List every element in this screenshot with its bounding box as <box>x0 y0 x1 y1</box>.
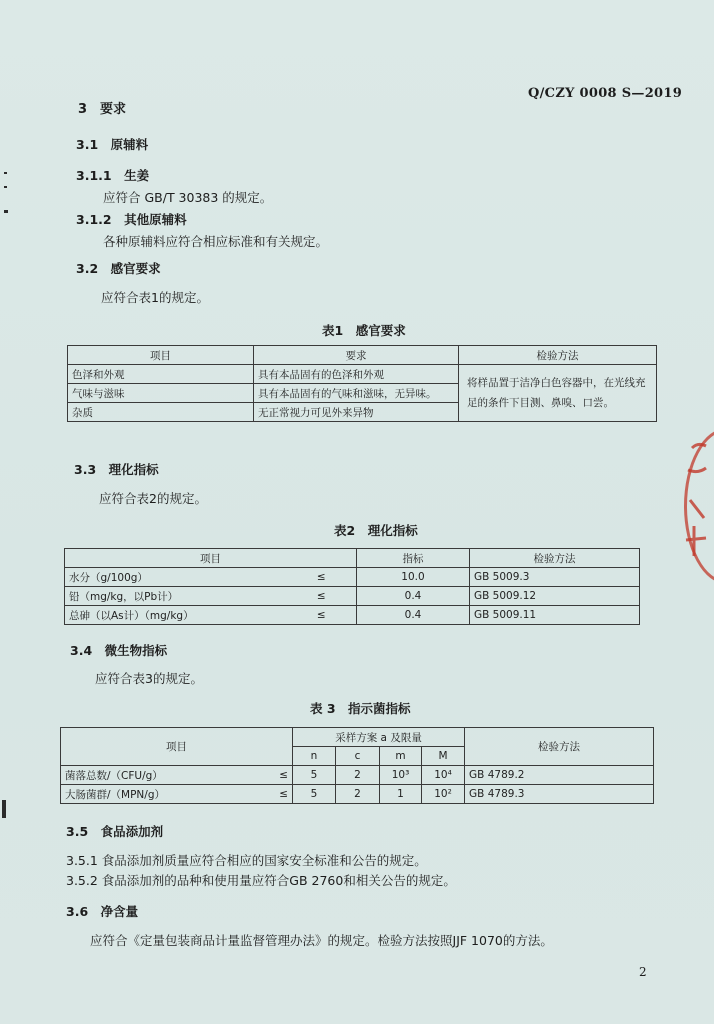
table-cell: 杂质 <box>68 403 254 422</box>
table-cell: 具有本品固有的气味和滋味，无异味。 <box>254 384 459 403</box>
table-header-cell: m <box>380 747 422 766</box>
table-cell: 10.0 <box>357 568 470 587</box>
table-row <box>61 785 654 804</box>
table-header-cell: 项目 <box>65 549 357 568</box>
table1-method-cell: 将样品置于洁净白色容器中，在光线充足的条件下目测、鼻嗅、口尝。 <box>459 365 657 422</box>
table-cell: 菌落总数/（CFU/g） <box>61 766 231 785</box>
section-3-5-1-text: 3.5.1 食品添加剂质量应符合相应的国家安全标准和公告的规定。 <box>66 853 427 868</box>
section-3-2-text: 应符合表1的规定。 <box>101 290 209 305</box>
table-row <box>65 568 640 587</box>
table-header-cell: 项目 <box>61 728 293 766</box>
table-header-cell: 指标 <box>357 549 470 568</box>
table-header-row <box>68 346 657 365</box>
table-row <box>65 587 640 606</box>
table-cell: 2 <box>336 785 380 804</box>
table-cell: 10³ <box>380 766 422 785</box>
table-header-row <box>65 549 640 568</box>
table-cell: GB 5009.3 <box>470 568 640 587</box>
table-header-cell: 项目 <box>68 346 254 365</box>
table-cell: 0.4 <box>357 587 470 606</box>
table2-physicochemical <box>64 548 640 625</box>
table-row <box>61 766 654 785</box>
page-number: 2 <box>639 965 647 979</box>
seal-fragment-icon <box>680 430 714 580</box>
table-cell: 5 <box>293 785 336 804</box>
table-cell: 具有本品固有的色泽和外观 <box>254 365 459 384</box>
table-header-cell: 要求 <box>254 346 459 365</box>
table-cell: 总砷（以As计）（mg/kg） <box>65 606 287 625</box>
table-cell: 10⁴ <box>422 766 465 785</box>
table-cell: 大肠菌群/（MPN/g） <box>61 785 231 804</box>
table-header-cell: M <box>422 747 465 766</box>
scan-mark <box>4 172 7 174</box>
table3-caption: 表 3 指示菌指标 <box>310 701 411 716</box>
table-cell: GB 5009.11 <box>470 606 640 625</box>
table-cell-operator: ≤ <box>287 568 357 587</box>
section-3-4-text: 应符合表3的规定。 <box>95 671 203 686</box>
table-cell: 5 <box>293 766 336 785</box>
table-cell: 0.4 <box>357 606 470 625</box>
section-3-heading: 3 要求 <box>78 102 127 117</box>
table-header-cell: c <box>336 747 380 766</box>
section-3-4-heading: 3.4 微生物指标 <box>70 643 168 658</box>
table2-caption: 表2 理化指标 <box>334 523 418 538</box>
table-row <box>68 365 657 384</box>
section-3-5-2-text: 3.5.2 食品添加剂的品种和使用量应符合GB 2760和相关公告的规定。 <box>66 873 456 888</box>
table-cell: 色泽和外观 <box>68 365 254 384</box>
scan-mark <box>4 186 7 188</box>
table-cell-operator: ≤ <box>287 606 357 625</box>
table-cell: GB 4789.3 <box>465 785 654 804</box>
section-3-6-text: 应符合《定量包装商品计量监督管理办法》的规定。检验方法按照JJF 1070的方法。 <box>90 933 553 948</box>
table-header-row <box>61 728 654 747</box>
section-3-1-2-heading: 3.1.2 其他原辅料 <box>76 212 187 227</box>
table-cell: 水分（g/100g） <box>65 568 287 587</box>
table3-microbial <box>60 727 654 804</box>
section-3-5-heading: 3.5 食品添加剂 <box>66 824 164 839</box>
table-header-cell: 检验方法 <box>465 728 654 766</box>
table1-sensory <box>67 345 657 422</box>
table-cell-operator: ≤ <box>287 587 357 606</box>
document-id: Q/CZY 0008 S—2019 <box>528 86 683 101</box>
table-cell: GB 5009.12 <box>470 587 640 606</box>
section-3-1-2-text: 各种原辅料应符合相应标准和有关规定。 <box>103 234 329 249</box>
section-3-3-text: 应符合表2的规定。 <box>99 491 207 506</box>
table-cell: 铅（mg/kg，以Pb计） <box>65 587 287 606</box>
section-3-1-heading: 3.1 原辅料 <box>76 137 149 152</box>
scan-mark <box>4 210 8 213</box>
table1-caption: 表1 感官要求 <box>322 323 406 338</box>
table-cell: GB 4789.2 <box>465 766 654 785</box>
table-header-cell: 采样方案 a 及限量 <box>293 728 465 747</box>
table-cell: 10² <box>422 785 465 804</box>
table-row <box>65 606 640 625</box>
table-cell: 气味与滋味 <box>68 384 254 403</box>
section-3-1-1-text: 应符合 GB/T 30383 的规定。 <box>103 190 273 205</box>
section-3-3-heading: 3.3 理化指标 <box>74 462 159 477</box>
table-cell: 无正常视力可见外来异物 <box>254 403 459 422</box>
section-3-2-heading: 3.2 感官要求 <box>76 261 161 276</box>
table-cell: 2 <box>336 766 380 785</box>
section-3-6-heading: 3.6 净含量 <box>66 904 139 919</box>
table-header-cell: 检验方法 <box>470 549 640 568</box>
section-3-1-1-heading: 3.1.1 生姜 <box>76 168 150 183</box>
table-header-cell: n <box>293 747 336 766</box>
table-cell-operator: ≤ <box>231 766 293 785</box>
table-cell-operator: ≤ <box>231 785 293 804</box>
table-header-cell: 检验方法 <box>459 346 657 365</box>
table-cell: 1 <box>380 785 422 804</box>
scan-mark <box>2 800 6 818</box>
